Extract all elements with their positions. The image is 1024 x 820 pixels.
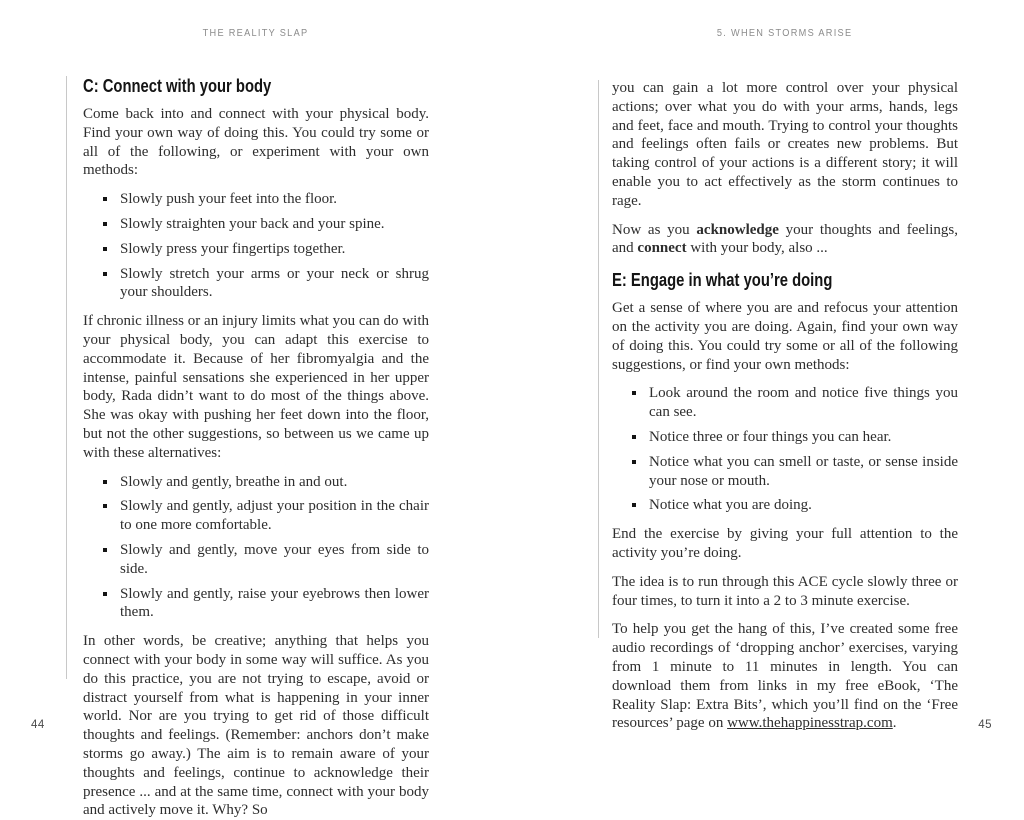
text-run: Get a sense of where you are and refocus your attention on the activity you are doing. Again, find your own way of doing this. You could try some or all of the following suggestions, or find your own methods: [612,300,958,373]
left-page-text-column [83,74,429,820]
bullet-list [83,190,429,302]
bold-text: acknowledge [696,221,779,238]
bullet-item [83,215,429,234]
bullet-square-icon [103,197,107,201]
text-run: If chronic illness or an injury limits what you can do with your physical body, you can adapt this exercise to accommodate it. Because of her fibromyalgia and the intense, painful sensations she experienced in her upper body, Rada didn’t want to do most of the things above. She was okay with pushing her feet down into the floor, but not the other suggestions, so between us we came up with these alternatives: [83,313,429,461]
bullet-text: Slowly and gently, move your eyes from side to side. [120,541,429,577]
text-run: your thoughts and feelings, and [612,221,958,257]
bullet-square-icon [103,222,107,226]
bullet-list [612,384,958,515]
right-page-text-column [612,79,958,733]
bullet-square-icon [632,391,636,395]
paragraph [612,620,958,733]
bullet-square-icon [103,247,107,251]
bullet-item [83,190,429,209]
left-page-margin-rule [66,76,67,679]
bullet-square-icon [103,272,107,276]
bullet-item [83,585,429,623]
bullet-text: Notice what you can smell or taste, or sense inside your nose or mouth. [649,453,958,489]
paragraph [83,632,429,820]
page-number-right: 45 [978,719,992,731]
paragraph [83,312,429,462]
bullet-item [83,541,429,579]
bullet-text: Notice three or four things you can hear. [649,428,892,445]
text-run: with your body, also ... [686,240,828,257]
running-header-right [612,28,958,39]
bullet-square-icon [632,435,636,439]
paragraph [612,221,958,259]
paragraph [612,525,958,563]
bullet-text: Slowly push your feet into the floor. [120,191,338,208]
bullet-text: Notice what you are doing. [649,497,812,514]
text-run: Come back into and connect with your physical body. Find your own way of doing this. You could try some or all of the following, or experiment with your own methods: [83,106,429,179]
text-run: In other words, be creative; anything that helps you connect with your body in some way will suffice. As you do this practice, you are not trying to escape, avoid or distract yourself from what is happening in your inner world. Nor are you trying to get rid of those difficult thoughts and feelings. (Remember: anchors don’t make storms go away.) The aim is to remain aware of your thoughts and feelings, continue to acknowledge their presence ... and at the same time, connect with your body and actively move it. Why? So [83,633,429,819]
bullet-list [83,473,429,623]
bullet-item [83,497,429,535]
bullet-item [612,496,958,515]
text-run: you can gain a lot more control over your physical actions; over what you do with your arms, hands, legs and feet, face and mouth. Trying to control your thoughts and feelings often fails or creates new problems. But taking control of your actions is a different story; it will enable you to act effectively as the storm continues to rage. [612,80,958,209]
section-heading: E: Engage in what you’re doing [612,269,833,291]
bullet-text: Look around the room and notice five things you can see. [649,385,958,421]
paragraph [612,79,958,211]
paragraph [612,299,958,374]
bullet-square-icon [632,460,636,464]
bullet-square-icon [103,548,107,552]
bullet-item [612,384,958,422]
bullet-square-icon [103,480,107,484]
page-number-left: 44 [31,719,45,731]
bullet-square-icon [103,504,107,508]
bullet-text: Slowly and gently, raise your eyebrows then lower them. [120,585,429,621]
text-run: The idea is to run through this ACE cycle slowly three or four times, to turn it into a 2 to 3 minute exercise. [612,573,958,609]
bullet-text: Slowly and gently, breathe in and out. [120,473,348,490]
paragraph [612,573,958,611]
right-page-margin-rule [598,80,599,638]
bullet-square-icon [103,592,107,596]
text-run: Now as you [612,221,697,238]
text-run: End the exercise by giving your full attention to the activity you’re doing. [612,526,958,561]
bullet-item [612,453,958,491]
bold-text: connect [637,240,687,257]
bullet-text: Slowly stretch your arms or your neck or shrug your shoulders. [120,265,429,301]
bullet-square-icon [632,503,636,507]
bullet-text: Slowly straighten your back and your spine. [120,215,385,232]
running-header-left-text: THE REALITY SLAP [203,28,309,39]
bullet-text: Slowly and gently, adjust your position in the chair to one more comfortable. [120,498,429,534]
bullet-item [83,265,429,303]
text-run: . [892,715,897,732]
link-url[interactable]: www.thehappinesstrap.com [727,715,893,732]
running-header-right-text: 5. WHEN STORMS ARISE [717,28,853,39]
bullet-text: Slowly press your fingertips together. [120,240,346,257]
section-heading: C: Connect with your body [83,75,272,96]
text-run: To help you get the hang of this, I’ve created some free audio recordings of ‘dropping anchor’ exercises, varying from 1 minute to 11 minutes in length. You can download them from links in my free eBook, ‘The Reality Slap: Extra Bits’, which you’ll find on the ‘Free resources’ page on [612,621,958,732]
bullet-item [612,428,958,447]
bullet-item [83,473,429,492]
running-header-left [83,28,429,39]
bullet-item [83,240,429,259]
paragraph [83,105,429,180]
